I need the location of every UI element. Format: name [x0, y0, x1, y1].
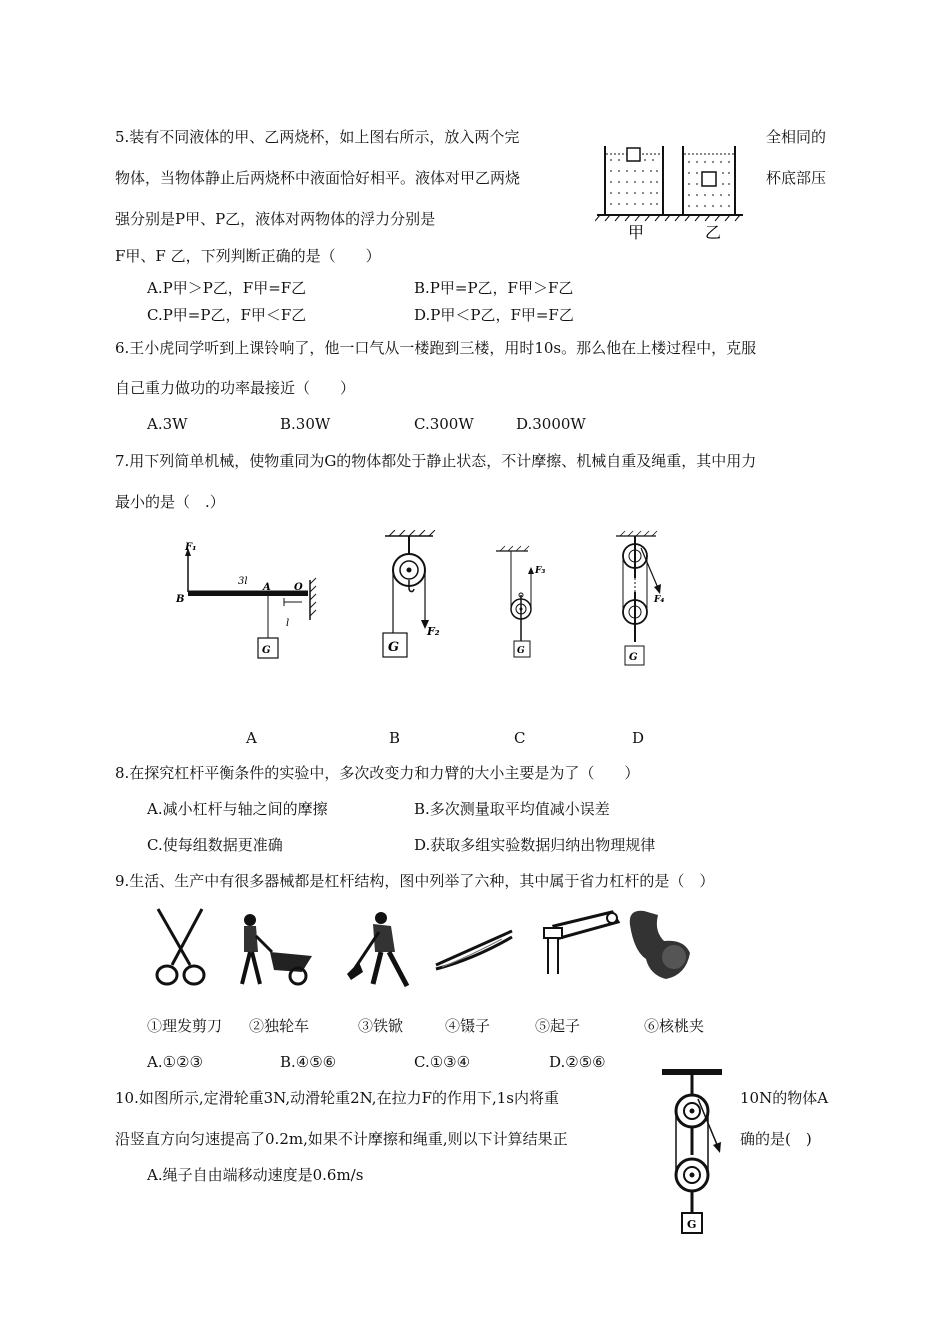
- weight-b-label: G: [388, 640, 400, 655]
- f1-label: F₁: [185, 542, 197, 553]
- tweezers-icon: [432, 925, 516, 977]
- q5-option-c: C.P甲=P乙，F甲＜F乙: [147, 306, 307, 324]
- f4-label: F₄: [654, 595, 665, 605]
- weight-d-label: G: [629, 652, 638, 663]
- beaker-figure: [595, 138, 745, 243]
- f3-label: F₃: [535, 566, 546, 576]
- q5-option-d: D.P甲＜P乙，F甲=F乙: [414, 306, 574, 324]
- scissors-icon: [150, 905, 210, 990]
- q5-line4: F甲、F 乙，下列判断正确的是（ ）: [115, 247, 381, 265]
- tool-label-3: ③铁锨: [358, 1017, 404, 1035]
- point-b-label: B: [176, 594, 185, 605]
- q7-line1: 7.用下列简单机械，使物重同为G的物体都处于静止状态，不计摩擦、机械自重及绳重，其中用力: [115, 452, 757, 470]
- q5-line3: 强分别是P甲、P乙，液体对两物体的浮力分别是: [115, 210, 436, 228]
- len-l-label: l: [286, 618, 290, 629]
- point-o-label: O: [294, 582, 303, 593]
- q8-option-d: D.获取多组实验数据归纳出物理规律: [414, 836, 656, 854]
- lever-figure-a: [172, 540, 327, 665]
- q5-option-a: A.P甲＞P乙，F甲=F乙: [147, 279, 307, 297]
- q5-line2a: 物体，当物体静止后两烧杯中液面恰好相平。液体对甲乙两烧: [115, 169, 521, 187]
- beaker-label-yi: 乙: [705, 223, 722, 242]
- q7-figure-label-a: A: [246, 729, 257, 747]
- beaker-label-jia: 甲: [628, 223, 645, 242]
- pulley-figure-d: [608, 530, 678, 670]
- q10-line1a: 10.如图所示,定滑轮重3N,动滑轮重2N,在拉力F的作用下,1s内将重: [115, 1089, 559, 1107]
- q9-option-a: A.①②③: [147, 1053, 203, 1071]
- weight-c-label: G: [517, 646, 525, 656]
- wheelbarrow-icon: [230, 912, 320, 990]
- q8-option-b: B.多次测量取平均值减小误差: [414, 800, 610, 818]
- q6-option-d: D.3000W: [516, 415, 586, 433]
- weight-q10-label: G: [687, 1218, 697, 1231]
- q9-line1: 9.生活、生产中有很多器械都是杠杆结构，图中列举了六种，其中属于省力杠杆的是（ ）: [115, 872, 715, 890]
- tool-label-6: ⑥核桃夹: [644, 1017, 705, 1035]
- q8-option-a: A.减小杠杆与轴之间的摩擦: [147, 800, 328, 818]
- q5-line1a: 5.装有不同液体的甲、乙两烧杯，如上图右所示，放入两个完: [115, 128, 520, 146]
- q6-option-c: C.300W: [414, 415, 474, 433]
- pulley-block-figure: [658, 1065, 728, 1240]
- q8-line1: 8.在探究杠杆平衡条件的实验中，多次改变力和力臂的大小主要是为了（ ）: [115, 764, 640, 782]
- q7-figure-label-c: C: [514, 729, 526, 747]
- q10-option-a: A.绳子自由端移动速度是0.6m/s: [147, 1166, 364, 1184]
- weight-a-label: G: [262, 645, 271, 656]
- pulley-figure-c: [492, 545, 554, 665]
- q6-line2: 自己重力做功的功率最接近（ ）: [115, 379, 356, 397]
- q7-figure-label-b: B: [389, 729, 401, 747]
- q7-figure-label-d: D: [632, 729, 645, 747]
- tool-label-4: ④镊子: [445, 1017, 491, 1035]
- bottle-opener-icon: [540, 908, 624, 978]
- q6-option-b: B.30W: [280, 415, 331, 433]
- q5-line1b: 全相同的: [766, 128, 827, 146]
- f2-label: F₂: [427, 625, 440, 638]
- q8-option-c: C.使每组数据更准确: [147, 836, 283, 854]
- tool-label-5: ⑤起子: [535, 1017, 581, 1035]
- q6-option-a: A.3W: [147, 415, 188, 433]
- q10-line2a: 沿竖直方向匀速提高了0.2m,如果不计摩擦和绳重,则以下计算结果正: [115, 1130, 568, 1148]
- nutcracker-icon: [624, 905, 696, 987]
- shovel-worker-icon: [345, 910, 417, 990]
- point-a-label: A: [263, 582, 271, 593]
- q5-option-b: B.P甲=P乙，F甲＞F乙: [414, 279, 574, 297]
- q7-line2: 最小的是（ .）: [115, 493, 225, 511]
- len-3l-label: 3l: [238, 576, 248, 587]
- pulley-figure-b: [375, 530, 445, 665]
- tool-label-1: ①理发剪刀: [147, 1017, 223, 1035]
- q9-option-c: C.①③④: [414, 1053, 471, 1071]
- q6-line1: 6.王小虎同学听到上课铃响了，他一口气从一楼跑到三楼，用时10s。那么他在上楼过程中，克服: [115, 339, 757, 357]
- q9-option-b: B.④⑤⑥: [280, 1053, 337, 1071]
- tool-label-2: ②独轮车: [249, 1017, 310, 1035]
- q9-option-d: D.②⑤⑥: [549, 1053, 606, 1071]
- q10-line2b: 确的是( ): [740, 1130, 812, 1148]
- q10-line1b: 10N的物体A: [740, 1089, 829, 1107]
- q5-line2b: 杯底部压: [766, 169, 827, 187]
